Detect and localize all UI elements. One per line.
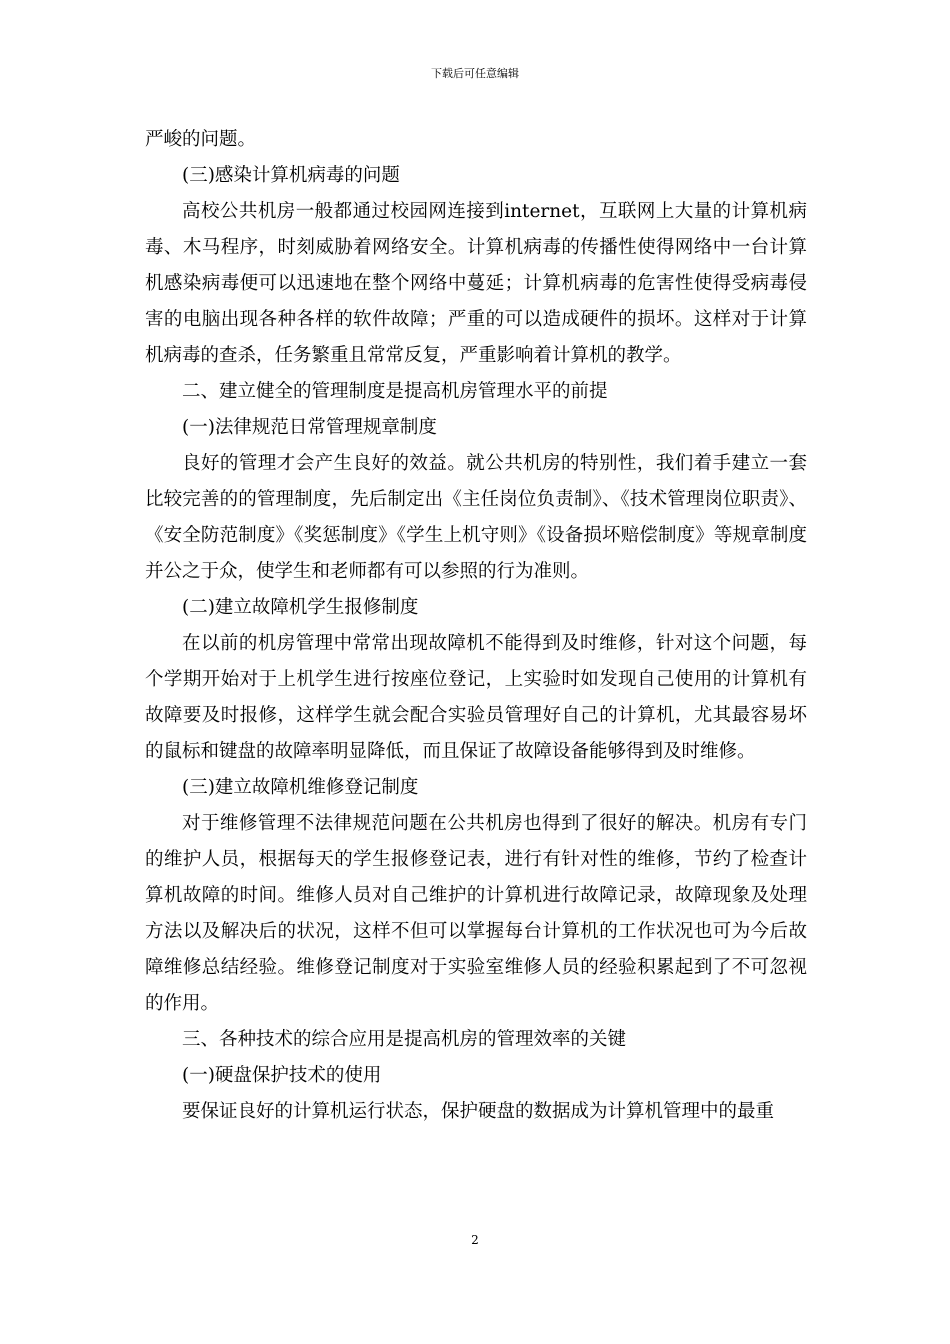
paragraph-virus: 高校公共机房一般都通过校园网连接到internet，互联网上大量的计算机病毒、木马程序，时刻威胁着网络安全。计算机病毒的传播性使得网络中一台计算机感染病毒便可以迅速地在整个网络中蔓延；计算机病毒的危害性使得受病毒侵害的电脑出现各种各样的软件故障；严重的可以造成硬件的损坏。这样对于计算机病毒的查杀，任务繁重且常常反复，严重影响着计算机的教学。 [145, 201, 807, 366]
document-body [145, 122, 807, 1130]
section-heading-virus: (三)感染计算机病毒的问题 [182, 165, 400, 186]
page-header: 下载后可任意编辑 [431, 67, 519, 80]
page-number: 2 [471, 1233, 479, 1247]
paragraph-repair-report: 在以前的机房管理中常常出现故障机不能得到及时维修，针对这个问题，每个学期开始对于上机学生进行按座位登记，上实验时如发现自己使用的计算机有故障要及时报修，这样学生就会配合实验员管理好自己的计算机，尤其最容易坏的鼠标和键盘的故障率明显降低，而且保证了故障设备能够得到及时维修。 [145, 633, 807, 762]
subheading-rules: (一)法律规范日常管理规章制度 [182, 417, 437, 438]
section-heading-technology: 三、各种技术的综合应用是提高机房的管理效率的关键 [182, 1029, 627, 1050]
subheading-repair-report: (二)建立故障机学生报修制度 [182, 597, 419, 618]
subheading-repair-log: (三)建立故障机维修登记制度 [182, 777, 419, 798]
paragraph-disk-protection: 要保证良好的计算机运行状态，保护硬盘的数据成为计算机管理中的最重 [182, 1101, 775, 1122]
section-heading-management-system: 二、建立健全的管理制度是提高机房管理水平的前提 [182, 381, 608, 402]
paragraph-1: 严峻的问题。 [145, 129, 257, 150]
paragraph-repair-log: 对于维修管理不法律规范问题在公共机房也得到了很好的解决。机房有专门的维护人员，根据每天的学生报修登记表，进行有针对性的维修，节约了检查计算机故障的时间。维修人员对自己维护的计算机进行故障记录，故障现象及处理方法以及解决后的状况，这样不但可以掌握每台计算机的工作状况也可为今后故障维修总结经验。维修登记制度对于实验室维修人员的经验积累起到了不可忽视的作用。 [145, 813, 807, 1014]
subheading-disk-protection: (一)硬盘保护技术的使用 [182, 1065, 382, 1086]
paragraph-rules: 良好的管理才会产生良好的效益。就公共机房的特别性，我们着手建立一套比较完善的的管理制度，先后制定出《主任岗位负责制》、《技术管理岗位职责》、《安全防范制度》《奖惩制度》《学生上机守则》《设备损坏赔偿制度》等规章制度并公之于众，使学生和老师都有可以参照的行为准则。 [145, 453, 807, 582]
